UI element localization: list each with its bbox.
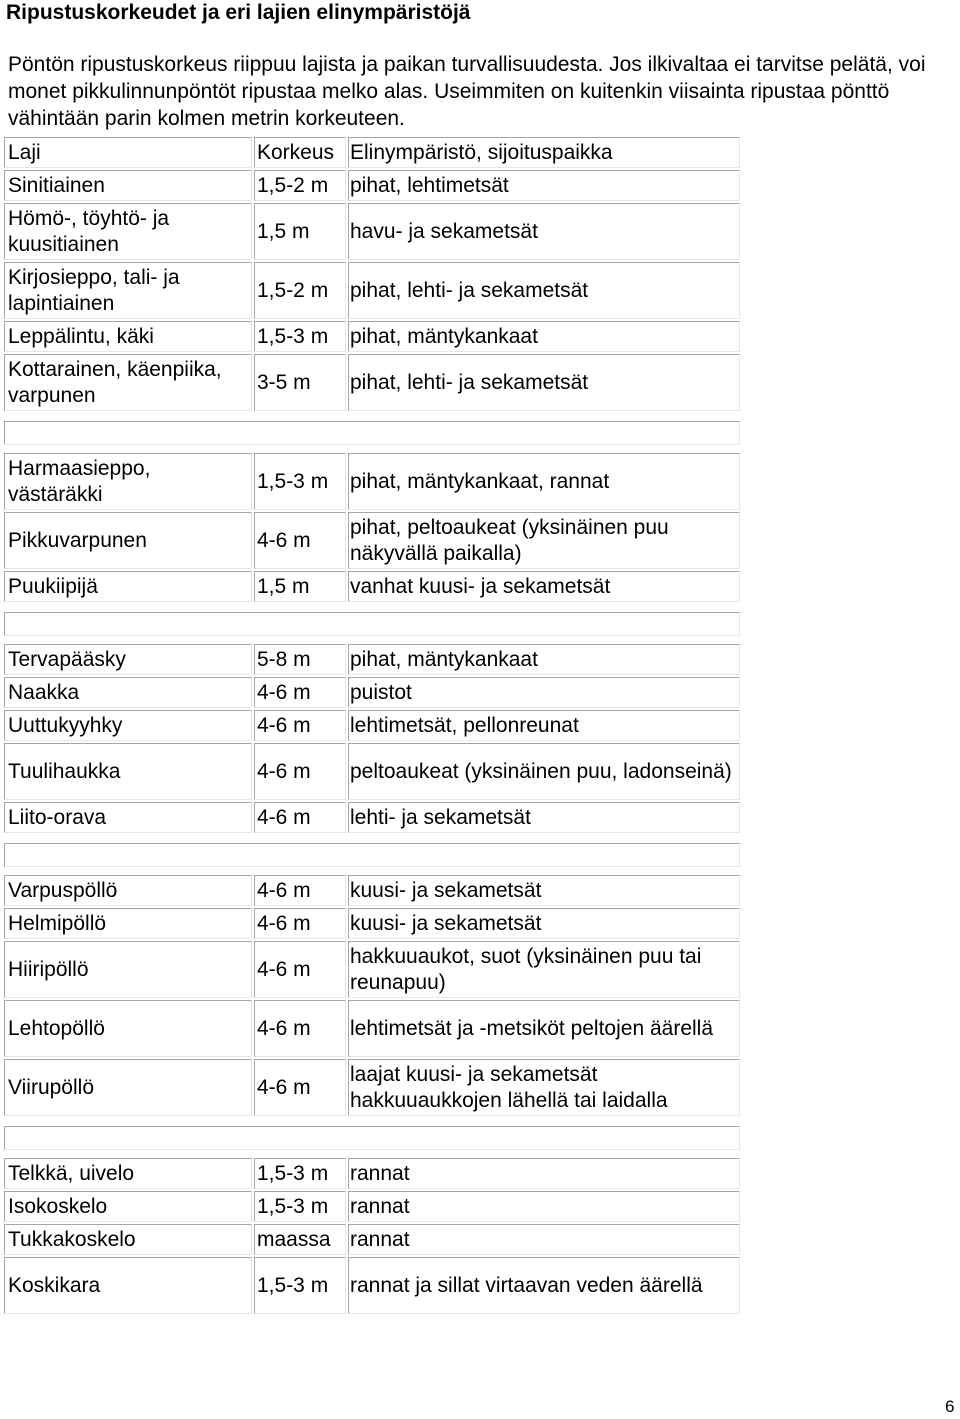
empty-cell — [4, 1126, 740, 1150]
header-habitat: Elinympäristö, sijoituspaikka — [348, 137, 740, 168]
height-cell: 5-8 m — [254, 644, 346, 675]
species-cell: Puukiipijä — [4, 571, 252, 602]
height-cell: 1,5-3 m — [254, 1158, 346, 1189]
page-number: 6 — [945, 1397, 955, 1416]
table-row — [4, 512, 740, 569]
habitat-cell: rannat ja sillat virtaavan veden äärellä — [348, 1257, 740, 1314]
table-row — [4, 1191, 740, 1222]
habitat-cell: pihat, peltoaukeat (yksinäinen puu näkyvällä paikalla) — [348, 512, 740, 569]
spacer-cell — [4, 447, 740, 451]
empty-separator-row — [4, 1126, 740, 1150]
table-row — [4, 321, 740, 352]
habitat-cell: pihat, lehti- ja sekametsät — [348, 262, 740, 319]
height-cell: 1,5-3 m — [254, 321, 346, 352]
height-cell: 4-6 m — [254, 1000, 346, 1057]
species-cell: Tukkakoskelo — [4, 1224, 252, 1255]
height-cell: 1,5-3 m — [254, 1257, 346, 1314]
table-header-row — [4, 137, 740, 168]
empty-cell — [4, 612, 740, 636]
habitat-cell: pihat, lehti- ja sekametsät — [348, 354, 740, 411]
row-spacer — [4, 413, 740, 419]
empty-separator-row — [4, 843, 740, 867]
table-row — [4, 571, 740, 602]
species-cell: Uuttukyyhky — [4, 710, 252, 741]
header-height: Korkeus — [254, 137, 346, 168]
species-cell: Hömö-, töyhtö- ja kuusitiainen — [4, 203, 252, 260]
species-cell: Telkkä, uivelo — [4, 1158, 252, 1189]
row-spacer — [4, 1118, 740, 1124]
species-cell: Tuulihaukka — [4, 743, 252, 800]
table-row — [4, 1000, 740, 1057]
spacer-cell — [4, 1152, 740, 1156]
habitat-cell: pihat, mäntykankaat — [348, 321, 740, 352]
table-row — [4, 941, 740, 998]
table-row — [4, 203, 740, 260]
species-cell: Harmaasieppo, västäräkki — [4, 453, 252, 510]
row-spacer — [4, 869, 740, 873]
height-cell: 1,5 m — [254, 203, 346, 260]
species-cell: Lehtopöllö — [4, 1000, 252, 1057]
habitat-cell: lehtimetsät, pellonreunat — [348, 710, 740, 741]
row-spacer — [4, 447, 740, 451]
table-row — [4, 1059, 740, 1116]
height-cell: 1,5-3 m — [254, 1191, 346, 1222]
height-cell: 1,5-2 m — [254, 262, 346, 319]
habitat-cell: pihat, lehtimetsät — [348, 170, 740, 201]
habitat-cell: rannat — [348, 1191, 740, 1222]
spacer-cell — [4, 1118, 740, 1124]
height-cell: 4-6 m — [254, 908, 346, 939]
height-cell: 4-6 m — [254, 1059, 346, 1116]
spacer-cell — [4, 604, 740, 610]
habitat-cell: kuusi- ja sekametsät — [348, 875, 740, 906]
habitat-cell: hakkuuaukot, suot (yksinäinen puu tai reunapuu) — [348, 941, 740, 998]
spacer-cell — [4, 413, 740, 419]
table-row — [4, 354, 740, 411]
species-cell: Sinitiainen — [4, 170, 252, 201]
species-cell: Kottarainen, käenpiika, varpunen — [4, 354, 252, 411]
table-row — [4, 262, 740, 319]
height-cell: 4-6 m — [254, 677, 346, 708]
habitat-cell: kuusi- ja sekametsät — [348, 908, 740, 939]
empty-cell — [4, 843, 740, 867]
spacer-cell — [4, 638, 740, 642]
habitat-cell: rannat — [348, 1158, 740, 1189]
species-cell: Hiiripöllö — [4, 941, 252, 998]
height-cell: maassa — [254, 1224, 346, 1255]
row-spacer — [4, 835, 740, 841]
spacer-cell — [4, 835, 740, 841]
species-cell: Pikkuvarpunen — [4, 512, 252, 569]
table-row — [4, 743, 740, 800]
species-cell: Kirjosieppo, tali- ja lapintiainen — [4, 262, 252, 319]
habitat-cell: havu- ja sekametsät — [348, 203, 740, 260]
habitat-cell: vanhat kuusi- ja sekametsät — [348, 571, 740, 602]
table-row — [4, 710, 740, 741]
habitat-cell: lehti- ja sekametsät — [348, 802, 740, 833]
species-cell: Naakka — [4, 677, 252, 708]
table-row — [4, 1158, 740, 1189]
empty-separator-row — [4, 421, 740, 445]
height-cell: 1,5 m — [254, 571, 346, 602]
table-row — [4, 170, 740, 201]
height-cell: 1,5-3 m — [254, 453, 346, 510]
table-row — [4, 908, 740, 939]
empty-separator-row — [4, 612, 740, 636]
table-row — [4, 1224, 740, 1255]
height-cell: 1,5-2 m — [254, 170, 346, 201]
spacer-cell — [4, 869, 740, 873]
table-row — [4, 453, 740, 510]
table-row — [4, 677, 740, 708]
species-cell: Koskikara — [4, 1257, 252, 1314]
row-spacer — [4, 604, 740, 610]
row-spacer — [4, 638, 740, 642]
height-cell: 4-6 m — [254, 941, 346, 998]
height-cell: 4-6 m — [254, 512, 346, 569]
nest-box-table — [2, 135, 742, 1316]
header-species: Laji — [4, 137, 252, 168]
height-cell: 4-6 m — [254, 743, 346, 800]
habitat-cell: rannat — [348, 1224, 740, 1255]
empty-cell — [4, 421, 740, 445]
height-cell: 4-6 m — [254, 875, 346, 906]
height-cell: 4-6 m — [254, 710, 346, 741]
species-cell: Helmipöllö — [4, 908, 252, 939]
habitat-cell: pihat, mäntykankaat, rannat — [348, 453, 740, 510]
table-row — [4, 644, 740, 675]
height-cell: 4-6 m — [254, 802, 346, 833]
habitat-cell: lehtimetsät ja -metsiköt peltojen äärellä — [348, 1000, 740, 1057]
row-spacer — [4, 1152, 740, 1156]
habitat-cell: pihat, mäntykankaat — [348, 644, 740, 675]
table-row — [4, 802, 740, 833]
species-cell: Leppälintu, käki — [4, 321, 252, 352]
page-title: Ripustuskorkeudet ja eri lajien elinympäristöjä — [6, 1, 471, 24]
table-row — [4, 875, 740, 906]
species-cell: Viirupöllö — [4, 1059, 252, 1116]
species-cell: Varpuspöllö — [4, 875, 252, 906]
height-cell: 3-5 m — [254, 354, 346, 411]
species-cell: Tervapääsky — [4, 644, 252, 675]
table-row — [4, 1257, 740, 1314]
species-cell: Isokoskelo — [4, 1191, 252, 1222]
intro-paragraph: Pöntön ripustuskorkeus riippuu lajista ja paikan turvallisuudesta. Jos ilkivaltaa ei tarvitse pelätä, voi monet pikkulinnunpöntöt ripustaa melko alas. Useimmiten on kuitenkin viisainta ripustaa pönttö vähintään parin kolmen metrin korkeuteen. — [8, 53, 926, 130]
habitat-cell: puistot — [348, 677, 740, 708]
species-cell: Liito-orava — [4, 802, 252, 833]
habitat-cell: peltoaukeat (yksinäinen puu, ladonseinä) — [348, 743, 740, 800]
habitat-cell: laajat kuusi- ja sekametsät hakkuuaukkojen lähellä tai laidalla — [348, 1059, 740, 1116]
